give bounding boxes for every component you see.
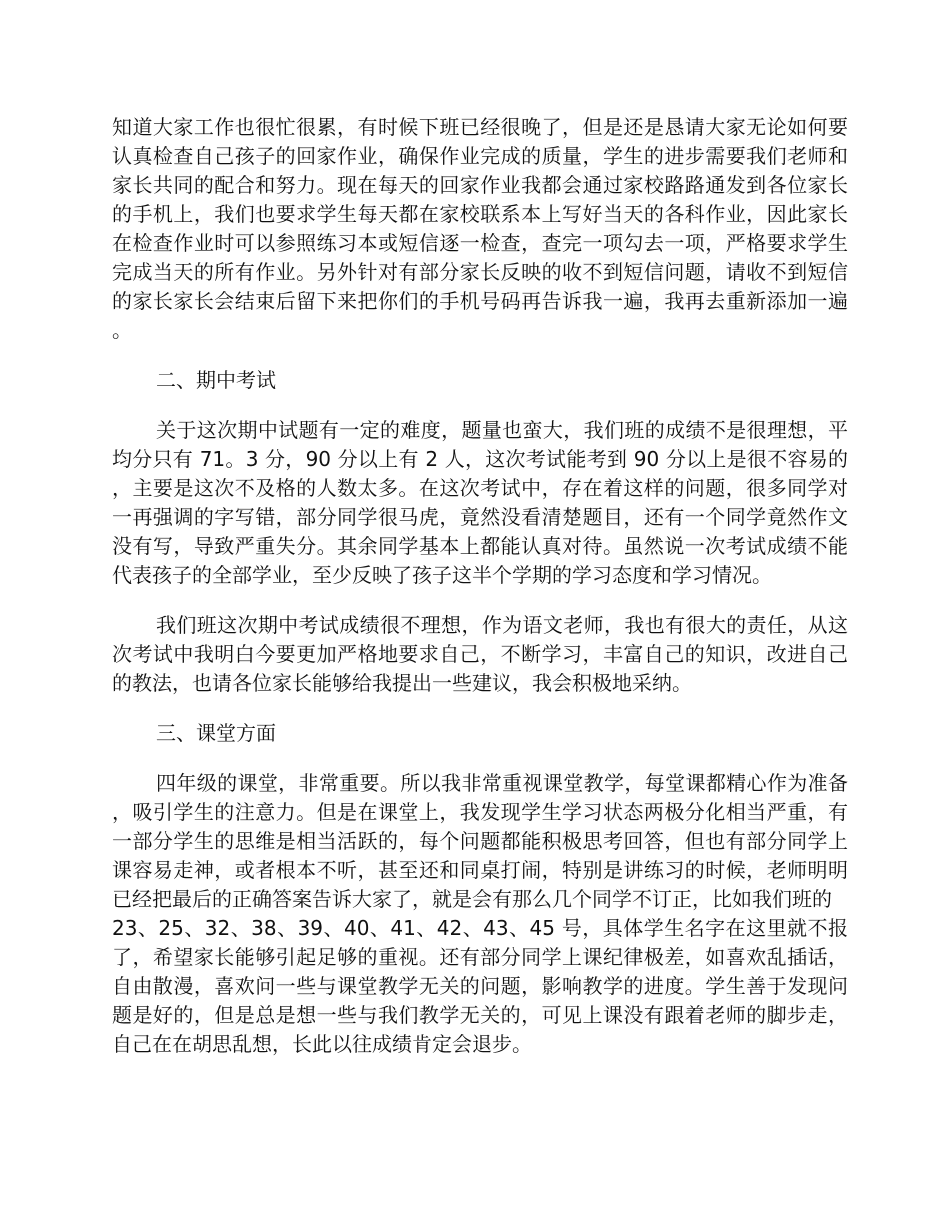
paragraph-classroom-part-1: 四年级的课堂，非常重要。所以我非常重视课堂教学，每堂课都精心作为准备，吸引学生的注意力。但是在课堂上，我发现学生学习状态两极分化相当严重，有一部分学生的思维是相当活跃的，每个问题都能积极思考回答，但也有部分同学上课容易走神，或者根本不听，甚至还和同桌打闹，特别是讲练习的时候，老师明明已经把最后的正确答案告诉大家了，就是会有那么几个同学不订正，比如我们班的 — [112, 771, 848, 911]
paragraph-classroom-part-2: 23、25、32、38、39、40、41、42、43、45 号，具体学生名字在这里就不报了，希望家长能够引起足够的重视。还有部分同学上课纪律极差，如喜欢乱插话，自由散漫，喜欢问一些与课堂教学无关的问题，影响教学的进度。学生善于发现问题是好的，但是总是想一些与我们教学无关的，可见上课没有跟着老师的脚步走，自己在在胡思乱想，长此以往成绩肯定会退步。 — [112, 916, 848, 1056]
document-body — [112, 113, 848, 1080]
section-heading-midterm: 二、期中考试 — [156, 368, 276, 392]
paragraph-teacher-reflection: 我们班这次期中考试成绩很不理想，作为语文老师，我也有很大的责任，从这次考试中我明白今要更加严格地要求自己，不断学习，丰富自己的知识，改进自己的教法，也请各位家长能够给我提出一些建议，我会积极地采纳。 — [112, 613, 848, 695]
paragraph-classroom — [112, 769, 848, 1059]
paragraph-homework: 知道大家工作也很忙很累，有时候下班已经很晚了，但是还是恳请大家无论如何要认真检查自己孩子的回家作业，确保作业完成的质量，学生的进步需要我们老师和家长共同的配合和努力。现在每天的回家作业我都会通过家校路路通发到各位家长的手机上，我们也要求学生每天都在家校联系本上写好当天的各科作业，因此家长在检查作业时可以参照练习本或短信逐一检查，查完一项勾去一项，严格要求学生完成当天的所有作业。另外针对有部分家长反映的收不到短信问题，请收不到短信的家长家长会结束后留下来把你们的手机号码再告诉我一遍，我再去重新添加一遍。 — [112, 115, 848, 342]
section-heading-classroom: 三、课堂方面 — [156, 721, 276, 745]
paragraph-midterm-results: 关于这次期中试题有一定的难度，题量也蛮大，我们班的成绩不是很理想，平均分只有 71。3 分，90 分以上有 2 人，这次考试能考到 90 分以上是很不容易的，主要是这次不及格的人数太多。在这次考试中，存在着这样的问题，很多同学对一再强调的字写错，部分同学很马虎，竟然没看清楚题目，还有一个同学竟然作文没有写，导致严重失分。其余同学基本上都能认真对待。虽然说一次考试成绩不能代表孩子的全部学业，至少反映了孩子这半个学期的学习态度和学习情况。 — [112, 418, 848, 587]
